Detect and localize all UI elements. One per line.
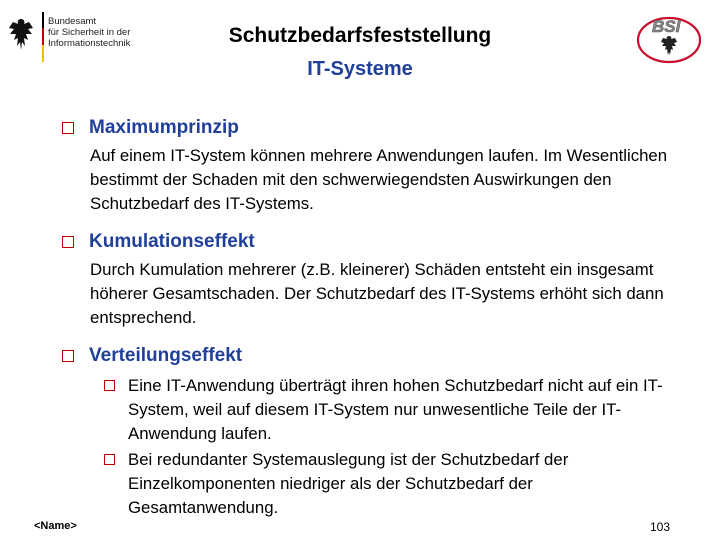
section-body: Auf einem IT-System können mehrere Anwendungen laufen. Im Wesentlichen bestimmt der Schaden mit den schwerwiegendsten Auswirkungen den Schutzbedarf des IT-Systems. [90, 146, 668, 213]
checkbox-bullet-icon [62, 122, 74, 134]
slide-subtitle: IT-Systeme [307, 58, 413, 80]
section-heading [62, 114, 682, 142]
footer-name: <Name> [34, 520, 77, 532]
checkbox-bullet-icon [104, 380, 115, 391]
list-item [104, 448, 682, 520]
section-heading [62, 342, 682, 370]
section-heading [62, 228, 682, 256]
slide-content [62, 114, 682, 522]
checkbox-bullet-icon [62, 350, 74, 362]
list-item-text: Eine IT-Anwendung überträgt ihren hohen Schutzbedarf nicht auf ein IT-System, weil auf diesem IT-System nur unwesentliche Teile der IT-Anwendung laufen. [128, 376, 663, 443]
org-line: Informationstechnik [48, 38, 131, 49]
list-item [104, 374, 682, 446]
org-line: für Sicherheit in der [48, 27, 131, 38]
checkbox-bullet-icon [104, 454, 115, 465]
section-body: Durch Kumulation mehrerer (z.B. kleinerer) Schäden entsteht ein insgesamt höherer Gesamtschaden. Der Schutzbedarf des IT-Systems erhöht sich dann entsprechend. [90, 260, 664, 327]
bsi-logo-text: BSI [652, 17, 681, 36]
slide-title: Schutzbedarfsfeststellung [228, 24, 492, 47]
page-number: 103 [649, 520, 670, 534]
section-heading-label: Maximumprinzip [89, 117, 239, 138]
org-line: Bundesamt [48, 16, 97, 27]
checkbox-bullet-icon [62, 236, 74, 248]
section-heading-label: Verteilungseffekt [89, 345, 243, 366]
list-item-text: Bei redundanter Systemauslegung ist der Schutzbedarf der Einzelkomponenten niedriger als der Schutzbedarf der Gesamtanwendung. [128, 450, 569, 517]
section-heading-label: Kumulationseffekt [89, 231, 255, 252]
sub-bullet-list [62, 374, 682, 520]
